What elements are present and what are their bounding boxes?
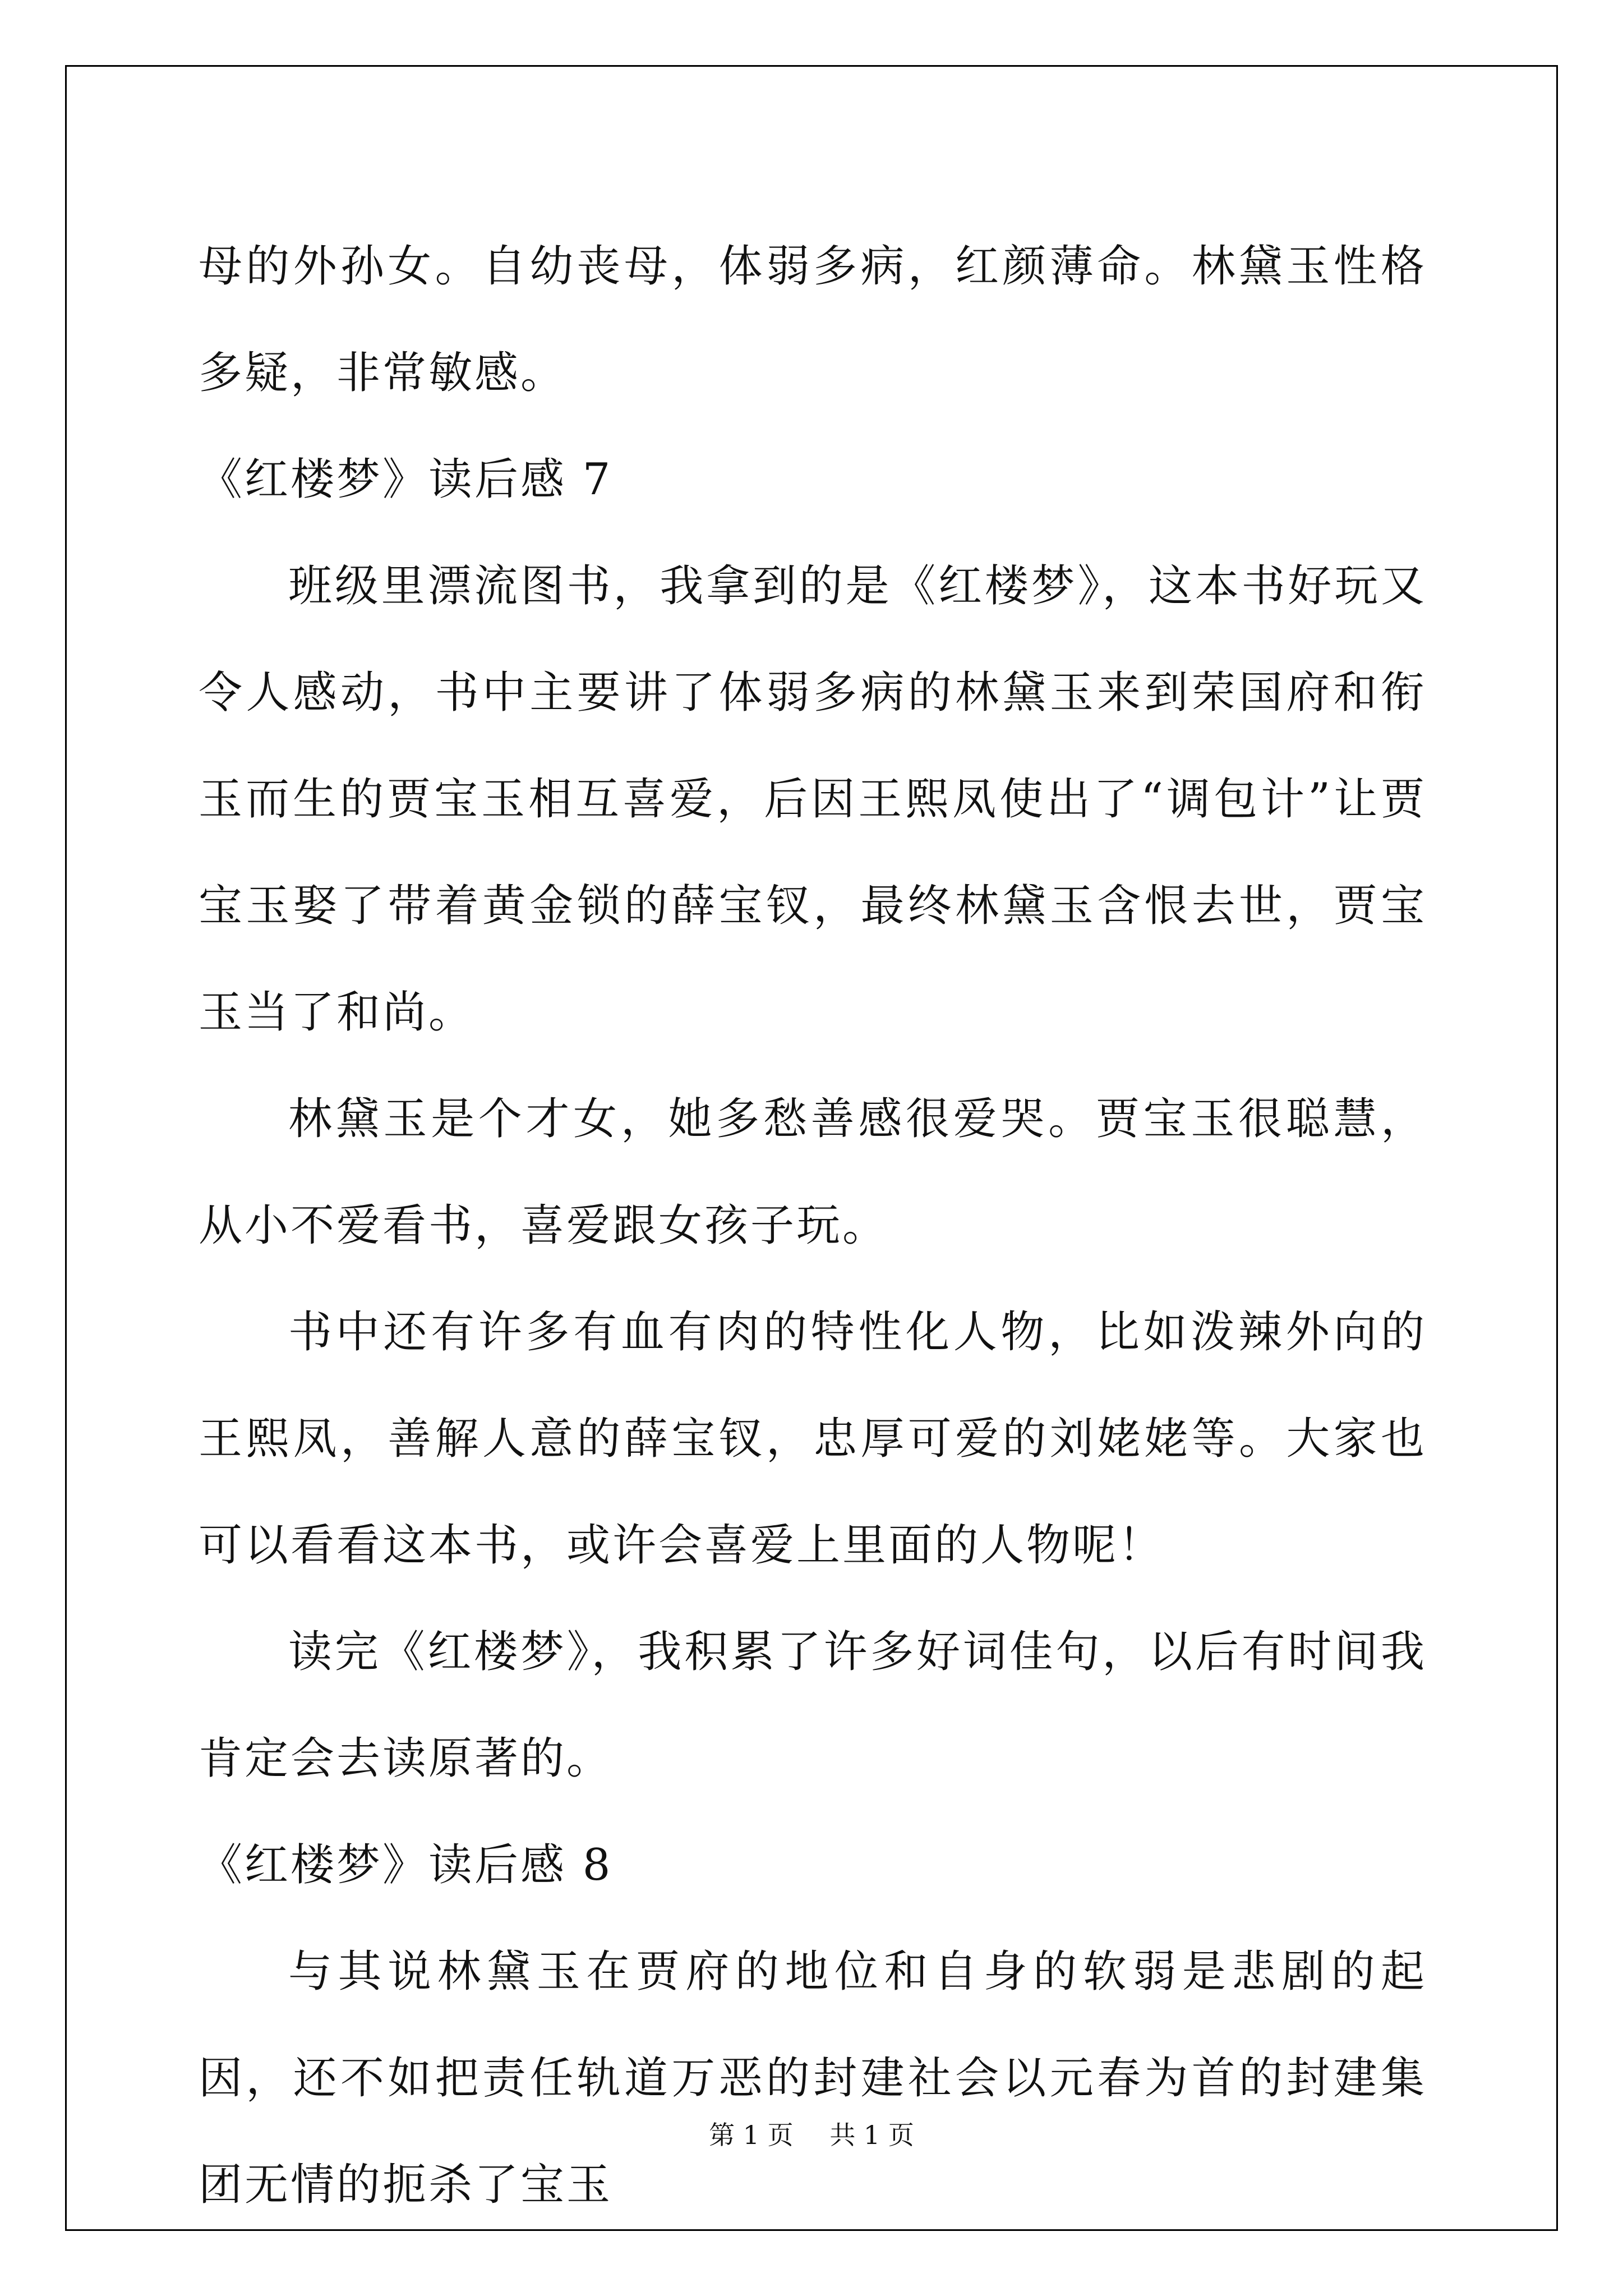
paragraph-3: 林黛玉是个才女，她多愁善感很爱哭。贾宝玉很聪慧，从小不爱看书，喜爱跟女孩子玩。 [199, 1094, 1427, 1251]
document-body [199, 213, 1427, 2238]
section-heading-7: 《红楼梦》读后感 7 [199, 454, 613, 505]
paragraph-1: 母的外孙女。自幼丧母，体弱多病，红颜薄命。林黛玉性格多疑，非常敏感。 [199, 241, 1427, 398]
paragraph-2: 班级里漂流图书，我拿到的是《红楼梦》，这本书好玩又令人感动，书中主要讲了体弱多病的林黛玉来到荣国府和衔玉而生的贾宝玉相互喜爱，后因王熙凤使出了“调包计”让贾宝玉娶了带着黄金锁的薛宝钗，最终林黛玉含恨去世，贾宝玉当了和尚。 [199, 561, 1427, 1038]
paragraph-5: 读完《红楼梦》，我积累了许多好词佳句，以后有时间我肯定会去读原著的。 [199, 1627, 1427, 1784]
page-total: 共 1 页 [829, 2120, 914, 2150]
paragraph-6: 与其说林黛玉在贾府的地位和自身的软弱是悲剧的起因，还不如把责任轨道万恶的封建社会以元春为首的封建集团无情的扼杀了宝玉 [199, 1947, 1427, 2210]
paragraph-4: 书中还有许多有血有肉的特性化人物，比如泼辣外向的王熙凤，善解人意的薛宝钗，忠厚可爱的刘姥姥等。大家也可以看看这本书，或许会喜爱上里面的人物呢！ [199, 1307, 1427, 1571]
page-footer [0, 2115, 1623, 2152]
section-heading-8: 《红楼梦》读后感 8 [199, 1840, 613, 1890]
page-number: 第 1 页 [709, 2120, 794, 2150]
